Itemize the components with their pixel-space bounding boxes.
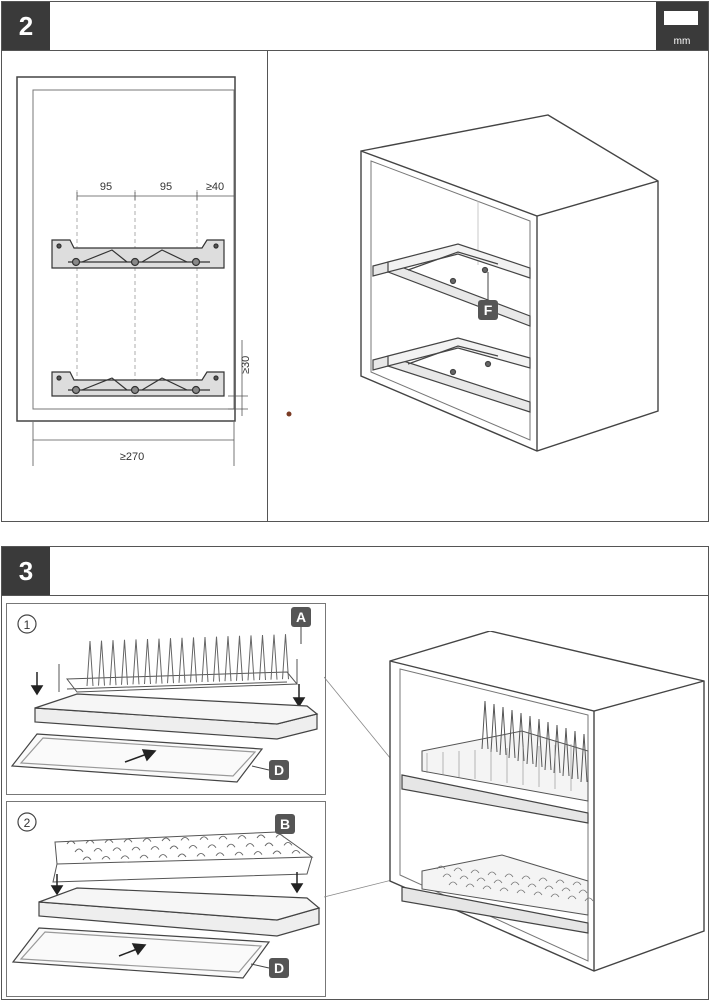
- substep-2-box: [6, 801, 326, 997]
- dim-min-30: ≥30: [240, 355, 252, 374]
- unit-label: mm: [673, 36, 691, 47]
- front-view-diagram: [2, 50, 267, 521]
- substep-1-diagram: [7, 604, 325, 794]
- dim-min-270: ≥270: [119, 451, 145, 463]
- upper-rail: [52, 240, 224, 268]
- step-number: 3: [2, 547, 50, 595]
- substep-1-box: [6, 603, 326, 795]
- step-2-header: [2, 2, 708, 51]
- cabinet-perspective-rails: [268, 50, 708, 521]
- dim-95-a: 95: [99, 181, 113, 193]
- unit-mm-icon: [656, 2, 708, 50]
- substep-2-number: 2: [23, 816, 31, 830]
- substep-1-number: 1: [23, 618, 31, 632]
- callout-f-label: F: [483, 302, 493, 318]
- step-number: 2: [2, 2, 50, 50]
- cabinet-assembled: [382, 631, 707, 997]
- dim-min-40: ≥40: [205, 181, 225, 193]
- lower-rail: [52, 372, 224, 396]
- dim-95-b: 95: [159, 181, 173, 193]
- plate-rack-a: [59, 659, 297, 692]
- step-3-panel: [1, 546, 709, 1000]
- step-2-panel: [1, 1, 709, 522]
- callout-d1-label: D: [273, 762, 285, 778]
- cup-rack-b: [53, 832, 312, 882]
- step-3-header: [2, 547, 708, 596]
- substep-2-diagram: [7, 802, 325, 996]
- callout-d2-label: D: [273, 960, 285, 976]
- callout-b-label: B: [279, 816, 291, 832]
- callout-a-label: A: [295, 609, 307, 625]
